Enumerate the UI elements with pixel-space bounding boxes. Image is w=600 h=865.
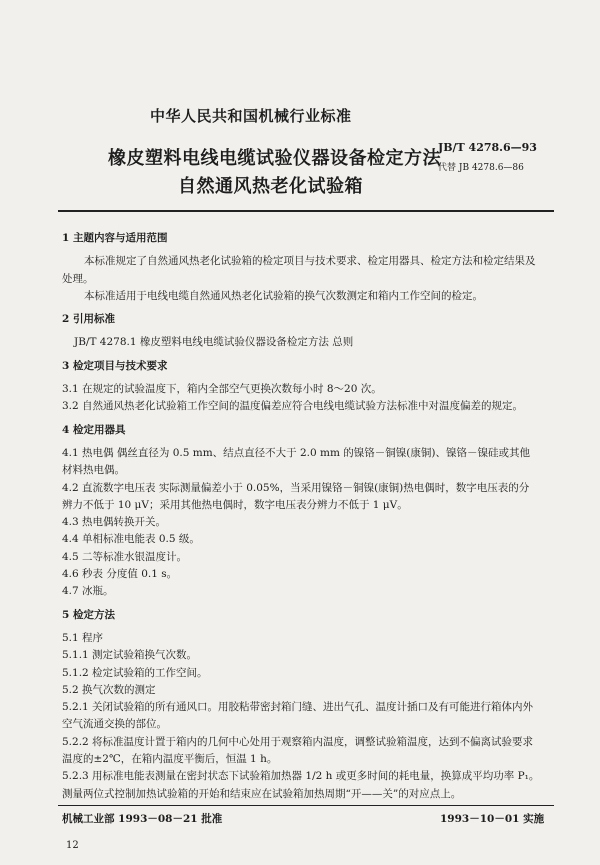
clause-5-1-1: 5.1.1 测定试验箱换气次数。 [62,649,198,662]
paragraph: 处理。 [62,272,94,285]
replaces-note: 代替 JB 4278.6—86 [438,163,524,173]
standard-title-line1: 橡皮塑料电线电缆试验仪器设备检定方法 [108,148,441,169]
section-heading-1: 1 主题内容与适用范围 [62,232,168,244]
clause-5-1-2: 5.1.2 检定试验箱的工作空间。 [62,666,208,679]
footer-divider [58,805,554,806]
clause-4-7: 4.7 冰瓶。 [62,585,114,598]
standard-code: JB/T 4278.6—93 [438,141,537,154]
clause-3-1: 3.1 在规定的试验温度下，箱内全部空气更换次数每小时 8～20 次。 [62,383,382,396]
approval-date: 机械工业部 1993－08－21 批准 [62,813,223,825]
clause-4-5: 4.5 二等标准水银温度计。 [62,550,188,563]
implementation-date: 1993－10－01 实施 [440,813,545,825]
standard-title-line2: 自然通风热老化试验箱 [178,176,363,197]
paragraph: 本标准适用于电线电缆自然通风热老化试验箱的换气次数测定和箱内工作空间的检定。 [84,289,483,302]
section-heading-5: 5 检定方法 [62,608,115,621]
clause-5-2: 5.2 换气次数的测定 [62,683,156,696]
clause-5-2-3-cont: 测量两位式控制加热试验箱的开始和结束应在试验箱加热周期“开——关”的对应点上。 [62,787,462,800]
clause-4-2-cont: 辨力不低于 10 μV；采用其他热电偶时，数字电压表分辨力不低于 1 μV。 [62,498,408,511]
clause-5-2-1: 5.2.1 关闭试验箱的所有通风口。用胶粘带密封箱门缝、进出气孔、温度计插口及有可能进行箱体内外 [62,701,534,714]
section-heading-3: 3 检定项目与技术要求 [62,359,168,372]
document-body [62,230,554,803]
issuing-organization: 中华人民共和国机械行业标准 [150,107,352,125]
clause-5-2-1-cont: 空气流通交换的部位。 [62,718,167,731]
clause-4-1: 4.1 热电偶 偶丝直径为 0.5 mm、结点直径不大于 2.0 mm 的镍铬－铜镍(康铜)、镍铬－镍硅或其他 [62,446,530,459]
page-number: 12 [66,840,79,851]
clause-4-1-cont: 材料热电偶。 [62,464,125,477]
clause-4-4: 4.4 单相标准电能表 0.5 级。 [62,533,200,546]
clause-5-2-3: 5.2.3 用标准电能表测量在密封状态下试验箱加热器 1/2 h 或更多时间的耗电量，换算成平均功率 P₁。 [62,770,540,783]
clause-3-2: 3.2 自然通风热老化试验箱工作空间的温度偏差应符合电线电缆试验方法标准中对温度偏差的规定。 [62,400,524,413]
clause-5-2-2: 5.2.2 将标准温度计置于箱内的几何中心处用于观察箱内温度，调整试验箱温度，达到不偏离试验要求 [62,735,534,748]
clause-4-6: 4.6 秒表 分度值 0.1 s。 [62,568,178,581]
header-divider [58,210,554,212]
clause-5-1: 5.1 程序 [62,631,104,644]
paragraph: 本标准规定了自然通风热老化试验箱的检定项目与技术要求、检定用器具、检定方法和检定结果及 [84,255,536,268]
clause-5-2-2-cont: 温度的±2℃，在箱内温度平衡后，恒温 1 h。 [62,753,278,766]
section-heading-2: 2 引用标准 [62,313,115,326]
clause-4-2: 4.2 直流数字电压表 实际测量偏差小于 0.05%，当采用镍铬－铜镍(康铜)热电偶时，数字电压表的分 [62,481,530,494]
clause-4-3: 4.3 热电偶转换开关。 [62,516,167,529]
section-heading-4: 4 检定用器具 [62,423,126,436]
reference-item: JB/T 4278.1 橡皮塑料电线电缆试验仪器设备检定方法 总则 [74,336,354,349]
